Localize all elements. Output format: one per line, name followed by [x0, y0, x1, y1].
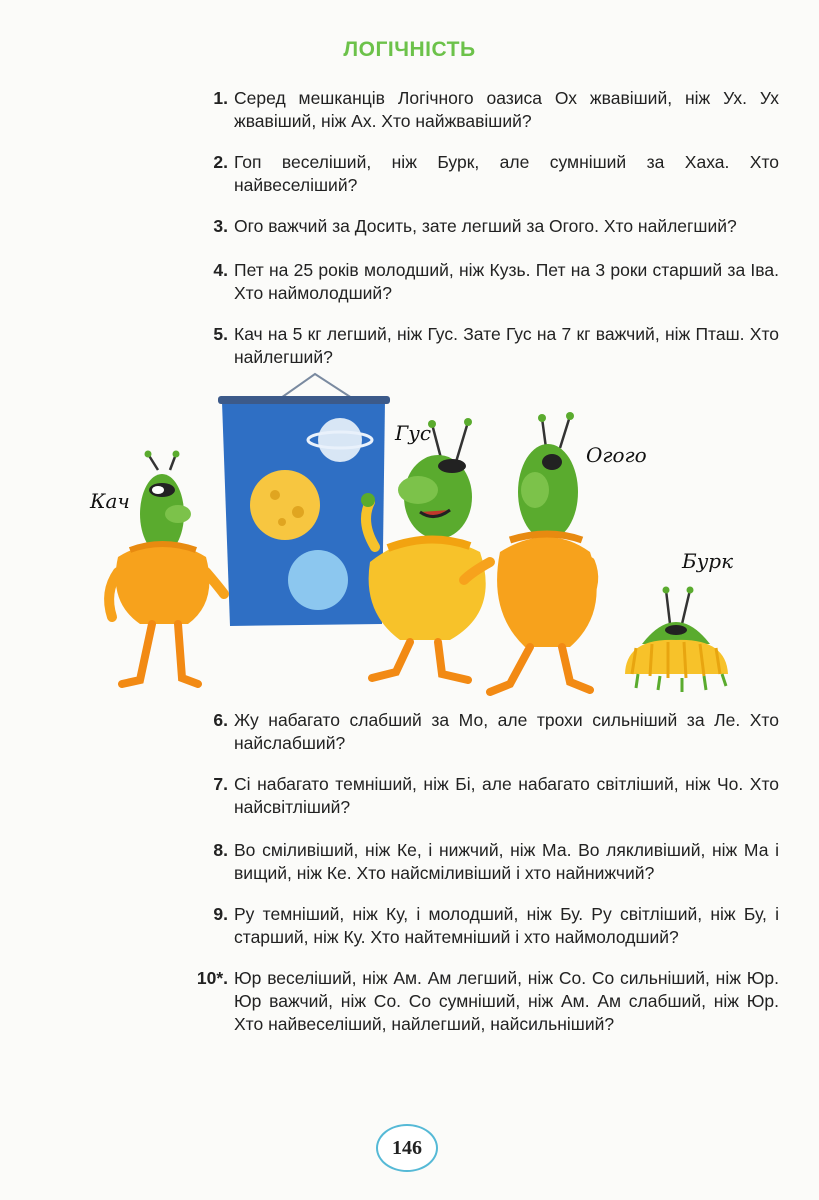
label-burk: Бурк [682, 549, 734, 573]
problem-text: Гоп веселіший, ніж Бурк, але сумніший за Хаха. Хто найвеселіший? [234, 152, 779, 195]
problem-text: Во сміливіший, ніж Ке, і нижчий, ніж Ма. Во лякливіший, ніж Ма і вищий, ніж Ке. Хто найсміливіший і хто найнижчий? [234, 840, 779, 883]
page-number: 146 [392, 1136, 422, 1159]
problem-text: Юр веселіший, ніж Ам. Ам легший, ніж Со. Со сильніший, ніж Юр. Юр важчий, ніж Со. Со сумніший, ніж Ам. Ам слабший, ніж Юр. Хто найвеселіший, найлегший, найсильніший? [234, 968, 779, 1034]
label-ohoho: Огого [586, 443, 647, 467]
problem-7 [196, 773, 779, 819]
problem-text: Серед мешканців Логічного оазиса Ох жвавіший, ніж Ух. Ух жвавіший, ніж Ах. Хто найжвавіший? [234, 88, 779, 131]
problem-3 [196, 215, 779, 238]
problem-number: 3. [213, 216, 228, 236]
label-hus: Гус [395, 421, 432, 445]
problem-9 [196, 903, 779, 949]
problem-8 [196, 839, 779, 885]
problem-number: 4. [213, 260, 228, 280]
problem-6 [196, 709, 779, 755]
problem-10 [196, 967, 779, 1036]
problem-text: Пет на 25 років молодший, ніж Кузь. Пет на 3 роки старший за Іва. Хто наймолодший? [234, 260, 779, 303]
alien-kach [109, 451, 224, 685]
problem-text: Ру темніший, ніж Ку, і молодший, ніж Бу. Ру світліший, ніж Бу, і старший, ніж Ку. Хто найтемніший і хто наймолодший? [234, 904, 779, 947]
problem-number: 2. [213, 152, 228, 172]
page-title: ЛОГІЧНІСТЬ [343, 38, 476, 61]
problem-4 [196, 259, 779, 305]
problem-text: Ого важчий за Досить, зате легший за Огого. Хто найлегший? [234, 216, 737, 236]
problem-1 [196, 87, 779, 133]
problem-number: 9. [213, 904, 228, 924]
label-kach: Кач [90, 489, 130, 513]
aliens-illustration [70, 362, 790, 707]
problem-number: 7. [213, 774, 228, 794]
problem-text: Жу набагато слабший за Мо, але трохи сильніший за Ле. Хто найслабший? [234, 710, 779, 753]
problem-number: 10*. [196, 968, 228, 988]
problem-number: 1. [213, 88, 228, 108]
problem-number: 8. [213, 840, 228, 860]
problem-text: Кач на 5 кг легший, ніж Гус. Зате Гус на 7 кг важчий, ніж Пташ. Хто найлегший? [234, 324, 779, 367]
alien-burk [625, 587, 728, 693]
alien-ohoho [464, 412, 597, 692]
problem-2 [196, 151, 779, 197]
problem-number: 6. [213, 710, 228, 730]
problem-text: Сі набагато темніший, ніж Бі, але набагато світліший, ніж Чо. Хто найсвітліший? [234, 774, 779, 817]
page-number-badge [376, 1124, 438, 1172]
problem-number: 5. [213, 324, 228, 344]
